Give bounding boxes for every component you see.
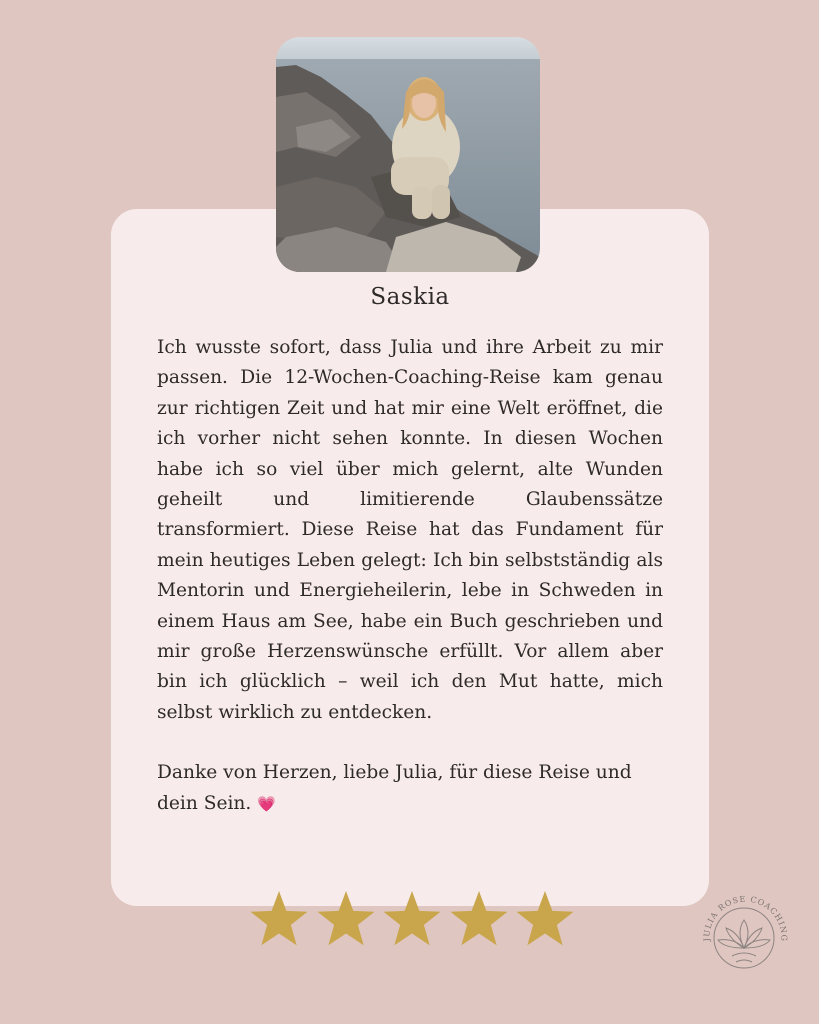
testimonial-author-name: Saskia (370, 284, 450, 310)
star-icon (248, 888, 310, 950)
lotus-icon (718, 920, 770, 962)
testimonial-text (157, 333, 663, 819)
testimonial-thanks (157, 758, 663, 819)
logo-text: JULIA ROSE COACHING (702, 894, 789, 943)
brand-logo (694, 886, 794, 986)
star-rating (248, 888, 576, 952)
testimonial-body: Ich wusste sofort, dass Julia und ihre Arbeit zu mir passen. Die 12-Wochen-Coaching-Reise kam genau zur richtigen Zeit und hat mir eine Welt eröffnet, die ich vorher nicht sehen konnte. In diesen Wochen habe ich so viel über mich gelernt, alte Wunden geheilt und limitierende Glaubenssätze transformiert. Diese Reise hat das Fundament für mein heutiges Leben gelegt: Ich bin selbstständig als Mentorin und Energieheilerin, lebe in Schweden in einem Haus am See, habe ein Buch geschrieben und mir große Herzenswünsche erfüllt. Vor allem aber bin ich glücklich – weil ich den Mut hatte, mich selbst wirklich zu entdecken. (157, 337, 663, 723)
star-icon (381, 888, 443, 950)
photo-illustration (276, 37, 540, 272)
star-icon (315, 888, 377, 950)
heart-icon: 💗 (257, 794, 276, 813)
star-icon (448, 888, 510, 950)
thanks-text: Danke von Herzen, liebe Julia, für diese Reise und dein Sein. (157, 762, 632, 814)
star-icon (514, 888, 576, 950)
profile-photo (276, 37, 540, 272)
